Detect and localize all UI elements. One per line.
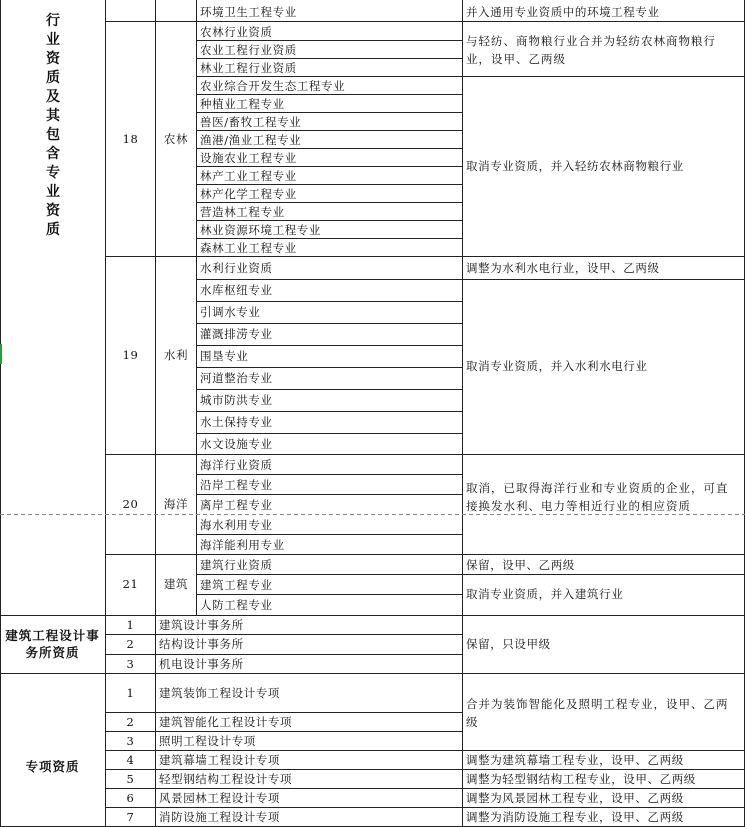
group18-note-merge: 与轻纺、商物粮行业合并为轻纺农林商物粮行业，设甲、乙两级 <box>466 34 716 66</box>
special-name: 照明工程设计专项 <box>159 734 256 748</box>
group18-item: 林产化学工程专业 <box>200 187 297 201</box>
design-office-no: 1 <box>126 618 135 632</box>
group20-no: 20 <box>122 497 139 511</box>
special-note: 调整为轻型钢结构工程专业，设甲、乙两级 <box>466 772 696 786</box>
group20-item: 海洋行业资质 <box>200 458 273 472</box>
special-name: 建筑智能化工程设计专项 <box>159 715 293 729</box>
group19-item: 围垦专业 <box>200 349 249 363</box>
group21-note-cancel: 取消专业资质，并入建筑行业 <box>466 587 624 601</box>
group18-item: 农业工程行业资质 <box>200 43 297 57</box>
special-note: 调整为消防设施工程专业，设甲、乙两级 <box>466 810 684 824</box>
group19-name: 水利 <box>163 348 189 362</box>
group19-note-cancel: 取消专业资质，并入水利水电行业 <box>466 359 648 373</box>
special-name: 消防设施工程设计专项 <box>159 810 280 824</box>
group21-note-keep: 保留，设甲、乙两级 <box>466 558 575 572</box>
design-office-label: 建筑工程设计事务所资质 <box>5 628 100 660</box>
group18-item: 林业资源环境工程专业 <box>200 223 321 237</box>
note-env: 并入通用专业资质中的环境工程专业 <box>466 5 660 19</box>
design-office-name: 建筑设计事务所 <box>159 618 244 632</box>
group20-item: 离岸工程专业 <box>200 498 273 512</box>
special-no: 3 <box>126 734 135 748</box>
group18-item: 营造林工程专业 <box>200 205 285 219</box>
group20-item: 海水利用专业 <box>200 518 273 532</box>
special-name: 建筑装饰工程设计专项 <box>159 686 280 700</box>
category-industry-label: 行业资质及其包含专业资质 <box>46 13 60 238</box>
special-no: 1 <box>126 686 135 700</box>
special-name: 建筑幕墙工程设计专项 <box>159 753 280 767</box>
group18-item: 兽医/畜牧工程专业 <box>200 115 302 129</box>
group19-item: 水库枢纽专业 <box>200 283 273 297</box>
group21-name: 建筑 <box>163 577 189 591</box>
special-no: 6 <box>126 791 135 805</box>
design-office-name: 结构设计事务所 <box>159 637 244 651</box>
group18-item: 森林工业工程专业 <box>200 241 297 255</box>
group20-note: 取消，已取得海洋行业和专业资质的企业，可直接换发水利、电力等相近行业的相应资质 <box>466 481 729 513</box>
design-office-note: 保留，只设甲级 <box>466 637 551 651</box>
group21-item: 建筑工程专业 <box>200 578 273 592</box>
group18-item: 渔港/渔业工程专业 <box>200 133 302 147</box>
group18-item: 林产工业工程专业 <box>200 169 297 183</box>
group21-no: 21 <box>122 577 139 591</box>
special-name: 轻型钢结构工程设计专项 <box>159 772 293 786</box>
group19-item: 水土保持专业 <box>200 415 273 429</box>
group19-item: 引调水专业 <box>200 305 261 319</box>
special-label: 专项资质 <box>25 759 80 774</box>
group20-item: 海洋能利用专业 <box>200 538 285 552</box>
group19-item: 水利行业资质 <box>200 261 273 275</box>
special-no: 5 <box>126 772 135 786</box>
special-note: 调整为风景园林工程专业，设甲、乙两级 <box>466 791 684 805</box>
item-env: 环境卫生工程专业 <box>200 5 297 19</box>
group18-item: 农业综合开发生态工程专业 <box>200 79 346 93</box>
special-no: 4 <box>126 753 135 767</box>
group21-item: 建筑行业资质 <box>200 558 273 572</box>
group19-item: 灌溉排涝专业 <box>200 327 273 341</box>
group18-name: 农林 <box>163 132 189 146</box>
design-office-name: 机电设计事务所 <box>159 657 244 671</box>
group20-name: 海洋 <box>163 497 189 511</box>
group18-item: 设施农业工程专业 <box>200 151 297 165</box>
special-note: 调整为建筑幕墙工程专业，设甲、乙两级 <box>466 753 684 767</box>
group18-note-cancel: 取消专业资质，并入轻纺农林商物粮行业 <box>466 159 684 173</box>
group18-no: 18 <box>122 132 139 146</box>
group19-item: 河道整治专业 <box>200 371 273 385</box>
group19-no: 19 <box>122 348 139 362</box>
group19-item: 城市防洪专业 <box>200 393 273 407</box>
group19-note-adjust: 调整为水利水电行业，设甲、乙两级 <box>466 261 660 275</box>
group18-item: 林业工程行业资质 <box>200 61 297 75</box>
special-note-merge: 合并为装饰智能化及照明工程专业，设甲、乙两级 <box>466 697 729 729</box>
design-office-no: 2 <box>126 637 135 651</box>
special-name: 风景园林工程设计专项 <box>159 791 280 805</box>
design-office-no: 3 <box>126 657 135 671</box>
group21-item: 人防工程专业 <box>200 598 273 612</box>
group20-item: 沿岸工程专业 <box>200 478 273 492</box>
group18-item: 农林行业资质 <box>200 25 273 39</box>
group19-item: 水文设施专业 <box>200 437 273 451</box>
special-no: 7 <box>126 810 135 824</box>
group18-item: 种植业工程专业 <box>200 97 285 111</box>
special-no: 2 <box>126 715 135 729</box>
